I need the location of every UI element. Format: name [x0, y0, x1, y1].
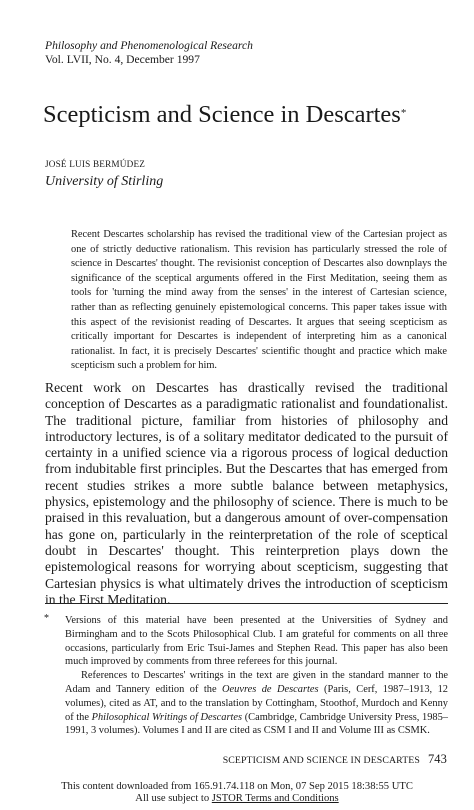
download-notice-line1: This content downloaded from 165.91.74.118 on Mon, 07 Sep 2015 18:38:55 UTC: [61, 781, 413, 792]
journal-volume: Vol. LVII, No. 4, December 1997: [45, 53, 200, 66]
footnote-text-b: (Paris, Cerf, 1987–1913, 12 volumes), cited as AT, and to the translation by Cottingham, Stoothof, Murdoch and Kenny of the: [65, 683, 448, 723]
work-title-oeuvres: Oeuvres de Descartes: [222, 683, 319, 695]
author-affiliation: University of Stirling: [45, 174, 164, 189]
article-title: [43, 100, 406, 130]
footnote-marker: *: [44, 613, 49, 624]
download-notice-line2: [0, 793, 474, 805]
abstract: Recent Descartes scholarship has revised the traditional view of the Cartesian project as one of strictly deductive rationalism. This revision has particularly stressed the role of science in Descartes' thought. The revisionist conception of Descartes also downplays the significance of the sceptical arguments offered in the First Meditation, seeing them as tools for 'turning the mind away from the senses' in the interest of Cartesian science, rather than as reflecting genuinely epistemological concerns. This paper takes issue with this aspect of the revisionist reading of Descartes. It argues that seeing scepticism as critically important for Descartes is independent of interpreting him as a canonical rationalist. In fact, it is precisely Descartes' scientific thought and practice which make scepticism such a problem for him.: [71, 229, 447, 372]
running-head-text: SCEPTICISM AND SCIENCE IN DESCARTES: [222, 755, 420, 766]
author-name: JOSÉ LUIS BERMÚDEZ: [45, 159, 146, 169]
terms-prefix: All use subject to: [135, 793, 212, 804]
article-title-text: Scepticism and Science in Descartes: [43, 101, 401, 128]
body-paragraph: Recent work on Descartes has drastically revised the traditional conception of Descartes as a paradigmatic rationalist and foundationalist. The traditional picture, familiar from histories of philosophy and introductory lectures, is of a solitary meditator dedicated to the pursuit of certainty in a unified science via a rigorous process of logical deduction from indubitable first principles. But the Descartes that has emerged from recent studies strikes a more subtle balance between metaphysics, physics, epistemology and the philosophy of science. There is much to be praised in this revaluation, but a dangerous amount of over-compensation has gone on, particularly in the reinterpretation of the role of sceptical doubt in Descartes' thought. This reinterpretion plays down the epistemological reasons for worrying about scepticism, suggesting that Cartesian physics is what ultimately drives the introduction of scepticism in the First Meditation.: [45, 380, 448, 607]
footnote-paragraph-2: [65, 669, 448, 738]
running-footer: [223, 752, 447, 767]
download-notice: [0, 781, 474, 805]
footnote: [45, 614, 448, 738]
footnote-paragraph-1: Versions of this material have been presented at the Universities of Sydney and Birmingham and to the Scots Philosophical Club. I am grateful for comments on all three occasions, particularly from Eric Tsui-James and Stephen Read. This paper has also been much improved by comments from three referees for this journal.: [65, 615, 448, 668]
jstor-terms-link[interactable]: JSTOR Terms and Conditions: [211, 793, 339, 804]
title-footnote-marker[interactable]: *: [400, 107, 407, 119]
footnote-divider: [45, 603, 448, 604]
journal-header: [45, 39, 253, 67]
footnote-text-a: References to Descartes' writings in the text are given in the standard manner to the Adam and Tannery edition of the: [65, 670, 448, 695]
page-number: 743: [427, 752, 447, 766]
work-title-philosophical-writings: Philosophical Writings of Descartes: [91, 711, 243, 723]
journal-name: Philosophy and Phenomenological Research: [45, 39, 253, 52]
footnote-text-c: (Cambridge, Cambridge University Press, 1985–1991, 3 volumes). Volumes I and II are cited as CSM I and II and Volume III as CSMK.: [65, 711, 448, 737]
